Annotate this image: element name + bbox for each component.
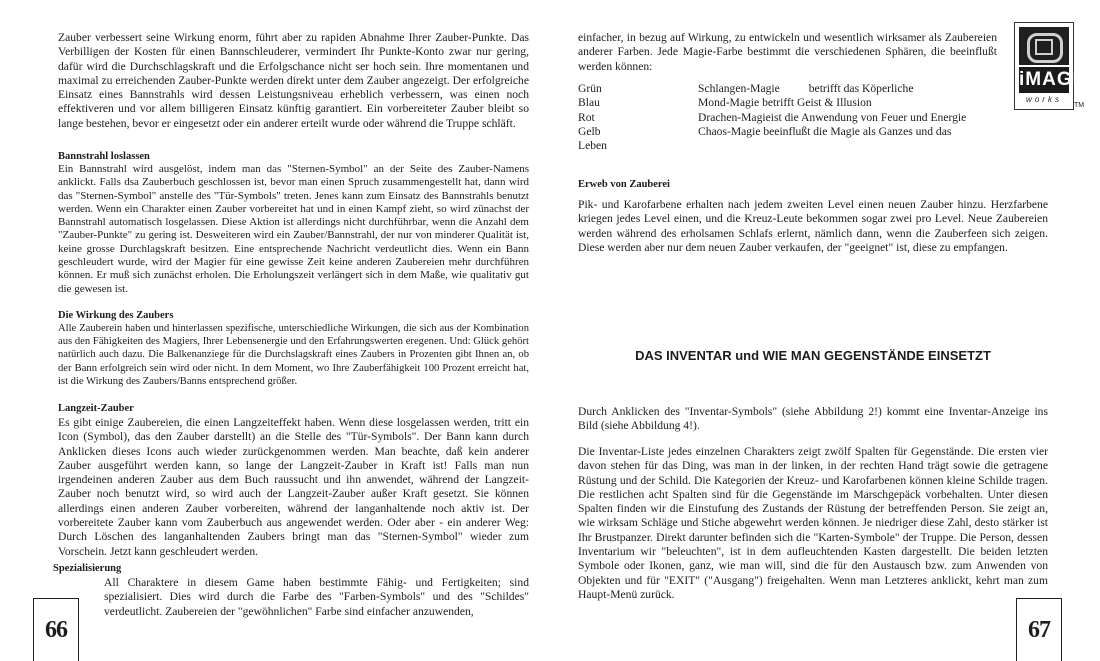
color-table xyxy=(578,82,1008,153)
heading-spezialisierung: Spezialisierung xyxy=(53,563,122,574)
paragraph-inventar-1: Durch Anklicken des "Inventar-Symbols" (siehe Abbildung 2!) kommt eine Inventar-Anzeige ins Bild (siehe Abbildung 4!). xyxy=(578,405,1048,433)
color-row: Rot Drachen-Magieist die Anwendung von Feuer und Energie xyxy=(578,110,967,124)
paragraph-inventar-2: Die Inventar-Liste jedes einzelnen Charakters zeigt zwölf Spalten für Gegenstände. Die ersten vier davon stehen für das Ding, was man in der linken, in der rechten Hand trägt sowie die getragene Rüstung und der Schild. Die Kategorien der Kreuz- und Karofarbenen können kleine Schilde tragen. Die restlichen acht Spalten sind für die Gegenstände im Marschgepäck vorbehalten. Unter diesen Spalten finden wir die Einstufung des Zustands der Rüstung der betreffenden Person. Sie zeigt an, wie wirksam Schläge und Stiche abgewehrt werden können. Je niedriger diese Zahl, desto stärker ist Ihr Brustpanzer. Direkt darunter befinden sich die "Karten-Symbole" der Truppe. Die Person, dessen Inventarium wir "beleuchten", ist in dem aufleuchtenden Kasten dargestellt. Die beiden letzten Symbole oder Ikonen, ganz, wie man will, sind die für den Austausch bzw. zum Anwenden von Objekten und für "EXIT" ("Ausgang") freigehalten. Wenn man Letzteres anklickt, kehrt man zum Haupt-Menü zurück. xyxy=(578,445,1048,601)
color-row: Gelb Chaos-Magie beeinflußt die Magie als Ganzes und das xyxy=(578,124,952,138)
color-row: Grün Schlangen-Magie betrifft das Köperliche xyxy=(578,82,914,95)
page-number-left: 66 xyxy=(45,617,67,643)
paragraph-bannstrahl: Ein Bannstrahl wird ausgelöst, indem man das "Sternen-Symbol" an der Seite des Zauber-Namens anklickt. Falls dsa Zauberbuch geschlossen ist, bevor man einen Spruch zusammengestellt hat, dann wird das "Sternen-Symbol" anstelle des "Tür-Symbols" treten. Jenes kann zum Einsatz des Bannstrahls benutzt werden. Wenn ein Charakter einen Zauber vorbereitet hat und in einen Kampf zieht, so wird zünachst der Bannstrahl automatisch losgelassen. Diese Aktion ist allerdings nicht durchführbar, wenn die Anzahl dem "Zauber-Punkte" zu gering ist. Desweiteren wird ein Zauber/Bannstrahl, der nur von minderer Qualität ist, keine grosse Durchlagskraft besitzen. Eine entsprechende Nachricht verdeutlicht dies. Wenn ein Bann geschleudert wurde, wird der Magier für eine gewisse Zeit keine anderen Zaubereien mehr durchführen können. Er muß sich zunächst erholen. Die Erholungszeit verlängert sich in dem Maße, wie qualitativ gut die gewesen ist. xyxy=(58,163,529,295)
section-title-inventar: DAS INVENTAR und WIE MAN GEGENSTÄNDE EINSETZT xyxy=(635,348,991,363)
page-number-box-left xyxy=(33,598,79,661)
heading-bannstrahl: Bannstrahl loslassen xyxy=(58,151,150,162)
paragraph-langzeit: Es gibt einige Zaubereien, die einen Langzeiteffekt haben. Wenn diese losgelassen werden, tritt ein Icon (Symbol), das den Zauber darstellt) an die Stelle des "Tür-Symbols". Der Bann kann durch Anklicken dieses Icons auch wieder zurückgenommen werden. Man beachte, daß kein anderer Zauber ausgeführt werden kann, so lange der Langzeit-Zauber in Kraft ist! Falls man nun irgendeinen anderen Zauber aus dem Buch raussucht und ihn anwendet, während der Langzeit-Zauber noch benutzt wird, so wird auch der Langzeit-Zauber außer Kraft gesetzt. Sie können allerdings einen anderen Zauber vorbereiten, während der langanhaltende noch aktiv ist. Der vorbereitete Zauber kann vom Zauberbuch aus angewendet werden. Oder aber - ein anderer Weg: Durch Löschen des langanhaltenden Zaubers bringt man das "Sternen-Symbol" wieder zum Vorschein. Jetzt kann geschleudert werden. xyxy=(58,416,529,558)
left-page-column xyxy=(58,31,529,131)
logo-subtext: works xyxy=(1026,95,1062,104)
trademark-mark: TM xyxy=(1074,102,1085,109)
heading-erweb: Erweb von Zauberei xyxy=(578,179,670,190)
page-number-box-right xyxy=(1016,598,1062,661)
logo-wordmark: iMAGE xyxy=(1019,67,1069,93)
color-row: Leben xyxy=(578,139,607,153)
page-number-right: 67 xyxy=(1028,617,1050,643)
paragraph-wirkung: Alle Zauberein haben und hinterlassen spezifische, unterschiedliche Wirkungen, die sich aus der Kombination aus den Fähigkeiten des Magiers, Ihrer Lebensenergie und den Erfahrungswerten eregenen. Und: Glück gehört natürlich auch dazu. Die Balkenanziege für die Durchslagskraft eines Zaubers in Prozenten gibt Ihnen an, ob der Bann erfolgreich sein wird oder nicht. In dem Moment, wo Ihre Zauberfähigkeit 100 Prozent erreicht hat, ist die Wirkung des Zaubers/Banns entsprechend größer. xyxy=(58,323,529,387)
paragraph-intro: Zauber verbessert seine Wirkung enorm, führt aber zu rapiden Abnahme Ihrer Zauber-Punkte. Das Verbilligen der Kosten für einen Bannschleuderer, vermindert Ihr Punkte-Konto zwar nur gering, dafür wird die Durchschlagskraft und die Erfolgschance nicht ser hoch sein. Ihre momentanen und maximal zu erreichenden Zauber-Punkte werden direkt unter dem Zauber angezeigt. Der erfolgreiche Einsatz eines Bannstrahls wird dessen Leistungsniveau erheblich verbessern, was einen noch effektiveren und vor allem billigeren Einsatz künftig garantiert. Ein vorbereiteter Zauber bleibt so lange bestehen, bevor er eingesetzt oder ein anderer erteilt wurde oder während die Truppe schläft. xyxy=(58,31,529,130)
heading-wirkung: Die Wirkung des Zaubers xyxy=(58,310,174,321)
paragraph-erweb: Pik- und Karofarbene erhalten nach jedem zweiten Level einen neuen Zauber hinzu. Herzfarbene kriegen jedes Level einen, und die Kreuz-Leute bekommen sogar zwei pro Level. Neue Zaubereien werden während des erholsamen Schlafs erlernt, nämlich dann, wenn die Zauberfeen sich zeigen. Diese werden aber nur dem neuen Zauber verkaufen, der "geeignet" ist, diese zu empfangen. xyxy=(578,198,1048,254)
logo-emblem-icon xyxy=(1019,27,1069,65)
heading-langzeit: Langzeit-Zauber xyxy=(58,403,134,414)
paragraph-spezialisierung: All Charaktere in diesem Game haben bestimmte Fähig- und Fertigkeiten; sind spezialisiert. Dies wird durch die Farbe des "Farben-Symbols" und des "Schildes" verdeutlicht. Zaubereien der "gewöhnlichen" Farbe sind einfacher anzuwenden, xyxy=(104,576,529,618)
color-row: Blau Mond-Magie betrifft Geist & Illusion xyxy=(578,96,872,110)
paragraph-right-intro: einfacher, in bezug auf Wirkung, zu entwickeln und wesentlich wirksamer als Zaubereien anderer Farben. Jede Magie-Farbe bestimmt die verschiedenen Sphären, die beeinflußt werden können: xyxy=(578,31,997,73)
